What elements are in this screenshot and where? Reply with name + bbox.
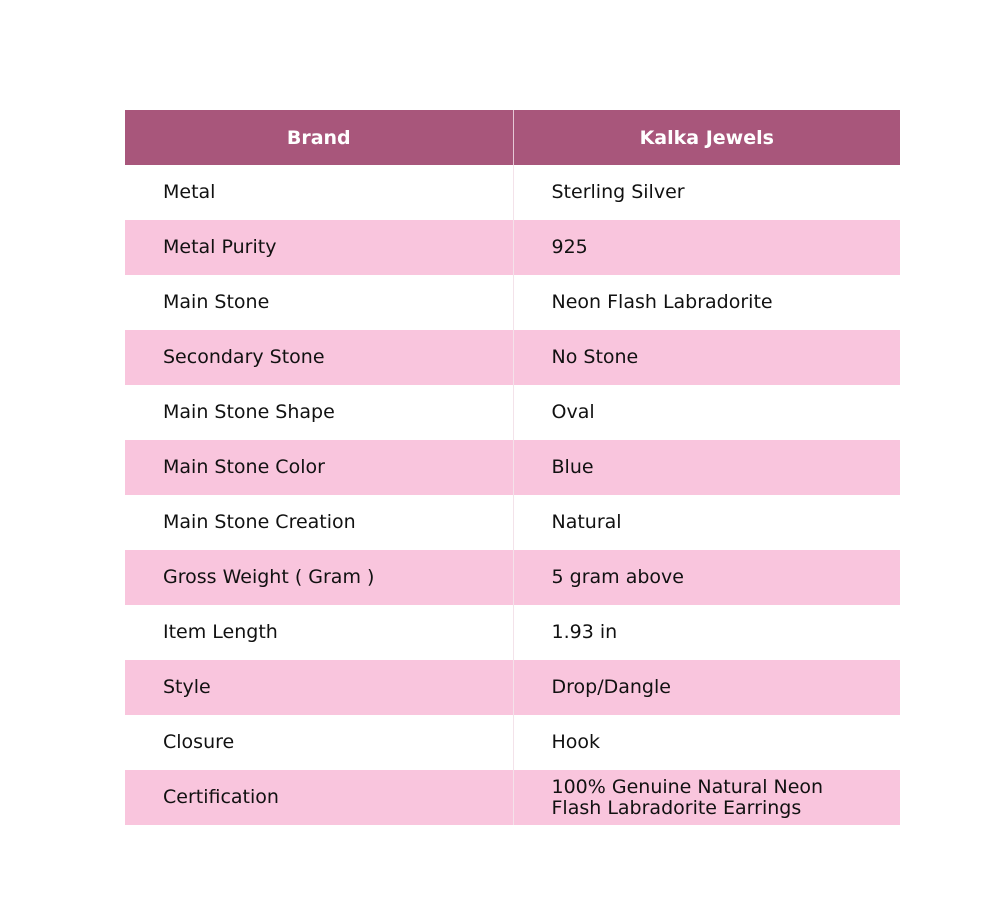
spec-value: Blue [513, 440, 900, 495]
spec-label: Item Length [125, 605, 513, 660]
table-row [125, 330, 900, 385]
header-brand-label: Brand [125, 110, 513, 165]
spec-label: Gross Weight ( Gram ) [125, 550, 513, 605]
spec-value: Neon Flash Labradorite [513, 275, 900, 330]
table-row [125, 220, 900, 275]
table-row [125, 165, 900, 220]
spec-value: Sterling Silver [513, 165, 900, 220]
product-spec-table [125, 110, 900, 825]
spec-label: Closure [125, 715, 513, 770]
spec-value: No Stone [513, 330, 900, 385]
spec-label: Metal Purity [125, 220, 513, 275]
header-brand-value: Kalka Jewels [513, 110, 900, 165]
product-spec-table-container [125, 110, 900, 825]
spec-label: Main Stone Shape [125, 385, 513, 440]
table-row [125, 495, 900, 550]
spec-label: Metal [125, 165, 513, 220]
table-row [125, 385, 900, 440]
spec-value: Natural [513, 495, 900, 550]
spec-value: 100% Genuine Natural Neon Flash Labradorite Earrings [513, 770, 900, 825]
spec-value: 5 gram above [513, 550, 900, 605]
table-row [125, 440, 900, 495]
spec-value: Hook [513, 715, 900, 770]
spec-value: 1.93 in [513, 605, 900, 660]
table-row [125, 660, 900, 715]
table-row [125, 770, 900, 825]
spec-value: Oval [513, 385, 900, 440]
spec-label: Style [125, 660, 513, 715]
spec-label: Main Stone [125, 275, 513, 330]
table-row [125, 715, 900, 770]
spec-label: Main Stone Color [125, 440, 513, 495]
spec-label: Secondary Stone [125, 330, 513, 385]
table-header-row [125, 110, 900, 165]
table-row [125, 605, 900, 660]
spec-value: 925 [513, 220, 900, 275]
spec-label: Main Stone Creation [125, 495, 513, 550]
spec-label: Certification [125, 770, 513, 825]
table-row [125, 275, 900, 330]
spec-value: Drop/Dangle [513, 660, 900, 715]
table-row [125, 550, 900, 605]
